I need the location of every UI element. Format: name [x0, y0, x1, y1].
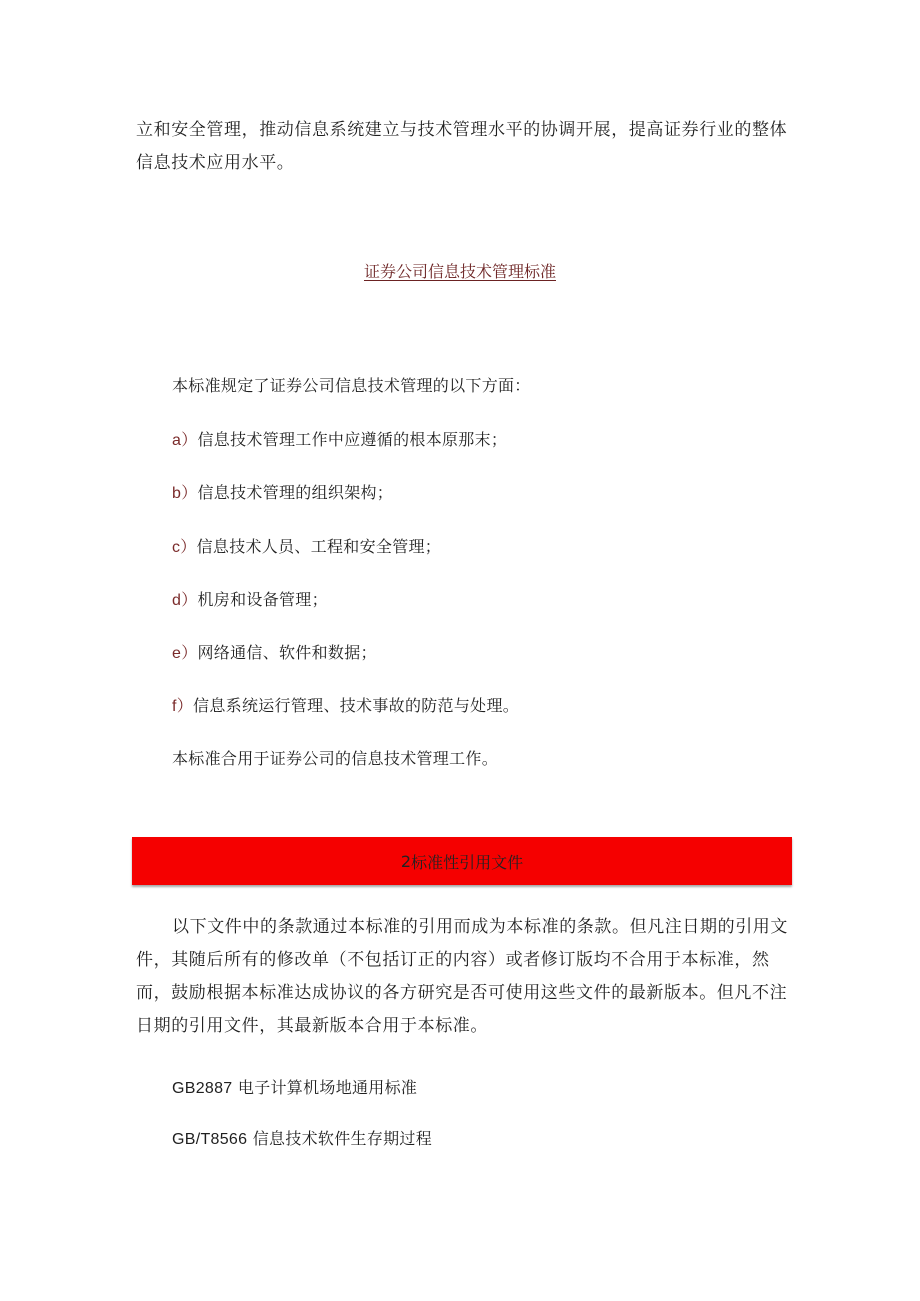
section-title: 标准性引用文件 [411, 852, 524, 872]
references-paragraph: 以下文件中的条款通过本标准的引用而成为本标准的条款。但凡注日期的引用文件，其随后所有的修改单（不包括订正的内容）或者修订版均不合用于本标准，然而，鼓励根据本标准达成协议的各方研究是否可使用这些文件的最新版本。但凡不注日期的引用文件，其最新版本合用于本标准。 [136, 917, 788, 1036]
list-item-text: 网络通信、软件和数据； [197, 643, 377, 662]
reference-item [172, 1077, 417, 1100]
scope-item-e [172, 642, 377, 665]
list-marker: b） [172, 485, 198, 502]
section-2-heading [132, 837, 792, 885]
list-marker: a） [172, 432, 198, 449]
list-marker: f） [172, 698, 194, 715]
scope-item-d [172, 589, 328, 612]
reference-title: 信息技术软件生存期过程 [252, 1129, 433, 1148]
list-marker: c） [172, 539, 197, 556]
reference-title: 电子计算机场地通用标准 [237, 1078, 418, 1097]
list-item-text: 信息技术管理的组织架构； [197, 483, 394, 502]
list-item-text: 信息技术管理工作中应遵循的根本原那末； [197, 430, 508, 449]
intro-paragraph: 立和安全管理，推动信息系统建立与技术管理水平的协调开展，提高证券行业的整体信息技术应用水平。 [136, 120, 788, 173]
standard-title-link[interactable]: 证券公司信息技术管理标准 [363, 262, 556, 281]
list-item-text: 信息技术人员、工程和安全管理； [196, 537, 442, 556]
scope-intro: 本标准规定了证券公司信息技术管理的以下方面： [172, 376, 531, 395]
reference-item [172, 1128, 432, 1151]
section-number: 2 [400, 851, 412, 871]
scope-item-a [172, 429, 507, 452]
list-marker: e） [172, 645, 198, 662]
list-marker: d） [172, 592, 198, 609]
scope-item-f [172, 695, 519, 718]
scope-item-c [172, 536, 441, 559]
reference-code: GB2887 [172, 1080, 233, 1097]
reference-code: GB/T8566 [172, 1131, 248, 1148]
list-item-text: 信息系统运行管理、技术事故的防范与处理。 [193, 696, 520, 715]
scope-item-b [172, 482, 393, 505]
scope-closing: 本标准合用于证券公司的信息技术管理工作。 [172, 749, 499, 768]
list-item-text: 机房和设备管理； [197, 590, 328, 609]
